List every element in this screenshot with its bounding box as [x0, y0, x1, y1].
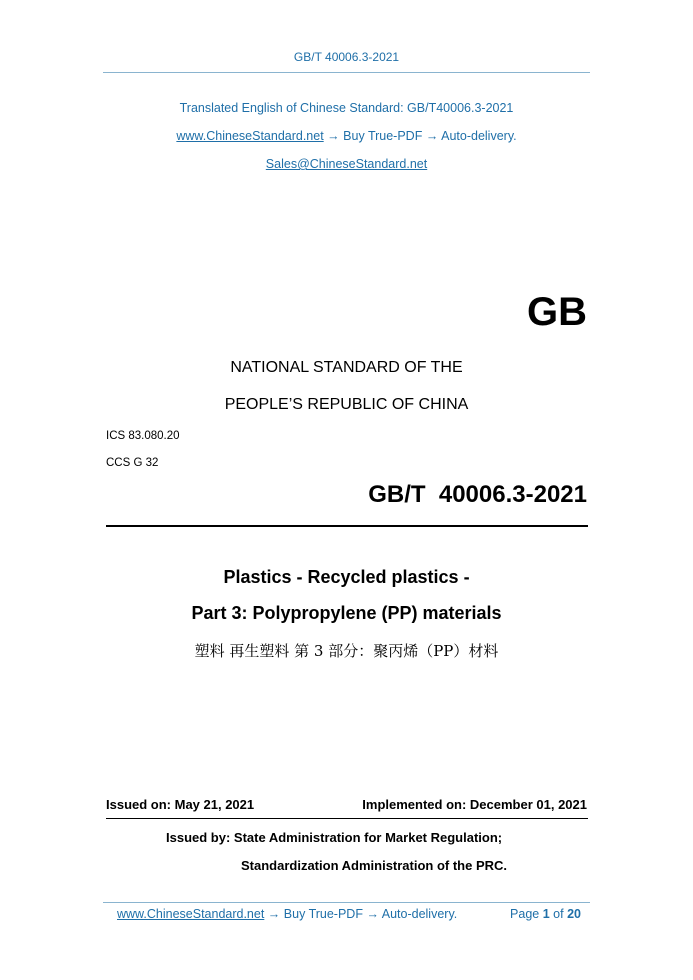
- arrow-right-icon: →: [327, 129, 340, 143]
- arrow-right-icon: →: [425, 129, 439, 143]
- ccs-code: CCS G 32: [106, 457, 159, 469]
- chinese-title: 塑料 再生塑料 第 3 部分：聚丙烯（PP）材料: [194, 642, 499, 660]
- site-link[interactable]: www.ChineseStandard.net: [176, 129, 324, 143]
- title-line1: Plastics - Recycled plastics -: [223, 567, 470, 587]
- promo-line: [0, 129, 693, 143]
- footer-buy-text: Buy True-PDF: [283, 907, 363, 921]
- sales-email-link[interactable]: Sales@ChineseStandard.net: [265, 157, 428, 171]
- implemented-date: Implemented on: December 01, 2021: [362, 797, 587, 812]
- translated-line: Translated English of Chinese Standard: GB/T40006.3-2021: [179, 101, 514, 115]
- page-indicator: [510, 907, 581, 921]
- footer-auto-text: Auto-delivery.: [381, 907, 458, 921]
- arrow-right-icon: →: [267, 907, 281, 921]
- issued-date: Issued on: May 21, 2021: [106, 797, 255, 812]
- national-standard-line2: PEOPLE’S REPUBLIC OF CHINA: [224, 396, 469, 413]
- title-line2: Part 3: Polypropylene (PP) materials: [191, 603, 502, 623]
- dates-rule: [106, 818, 588, 819]
- buy-true-pdf-text: Buy True-PDF: [343, 129, 423, 143]
- footer-rule: [103, 902, 590, 903]
- page-label: Page: [510, 907, 540, 921]
- page-total: 20: [567, 907, 581, 921]
- national-standard-line1: NATIONAL STANDARD OF THE: [230, 359, 463, 376]
- footer-site-link[interactable]: www.ChineseStandard.net: [117, 907, 265, 921]
- header-rule: [103, 72, 590, 73]
- running-header: GB/T 40006.3-2021: [293, 50, 400, 64]
- issuer-line2: Standardization Administration of the PRC.: [241, 858, 508, 873]
- gb-mark: GB: [527, 290, 587, 334]
- standard-number: GB/T 40006.3-2021: [368, 481, 587, 508]
- auto-delivery-text: Auto-delivery.: [441, 129, 517, 143]
- page-current: 1: [542, 907, 550, 921]
- title-rule: [106, 525, 588, 527]
- issuer-line1: Issued by: State Administration for Market Regulation;: [166, 830, 503, 845]
- footer-promo: [117, 907, 457, 921]
- arrow-right-icon: →: [366, 907, 379, 921]
- page-of: of: [553, 907, 564, 921]
- sales-line: [0, 157, 693, 171]
- ics-code: ICS 83.080.20: [106, 430, 180, 442]
